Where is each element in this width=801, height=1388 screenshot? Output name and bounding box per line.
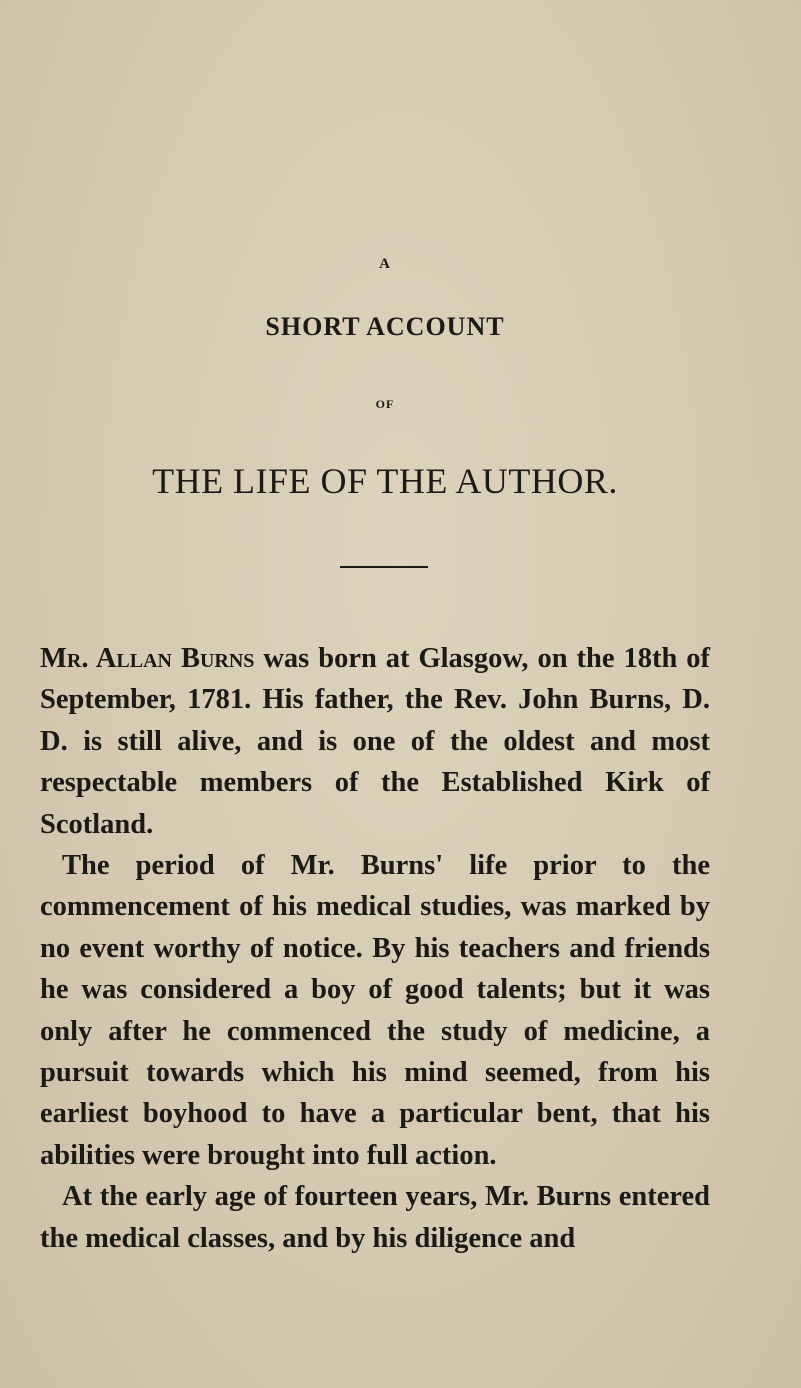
paragraph-1 (40, 638, 710, 845)
paragraph-1-text: was born at Glasgow, on the 18th of September, 1781. His father, the Rev. John Burns, D. D. is still alive, and is one of the oldest and most respectable members of the Established Kirk of Scotland. (40, 643, 710, 840)
heading-article: A (379, 256, 391, 272)
heading-life-of-author: THE LIFE OF THE AUTHOR. (152, 461, 618, 501)
paragraph-3: At the early age of fourteen years, Mr. Burns entered the medical classes, and by his diligence and (40, 1181, 710, 1254)
paragraph-2: The period of Mr. Burns' life prior to the commencement of his medical studies, was marked by no event worthy of notice. By his teachers and friends he was considered a boy of good talents; but it was only after he commenced the study of medicine, a pursuit towards which his mind seemed, from his earliest boyhood to have a particular bent, that his abilities were brought into full action. (40, 850, 710, 1171)
body-text (40, 638, 710, 1259)
author-name: Mr. Allan Burns (40, 643, 255, 674)
section-divider (340, 566, 428, 568)
heading-short-account: SHORT ACCOUNT (265, 312, 505, 341)
heading-of: OF (375, 397, 395, 411)
